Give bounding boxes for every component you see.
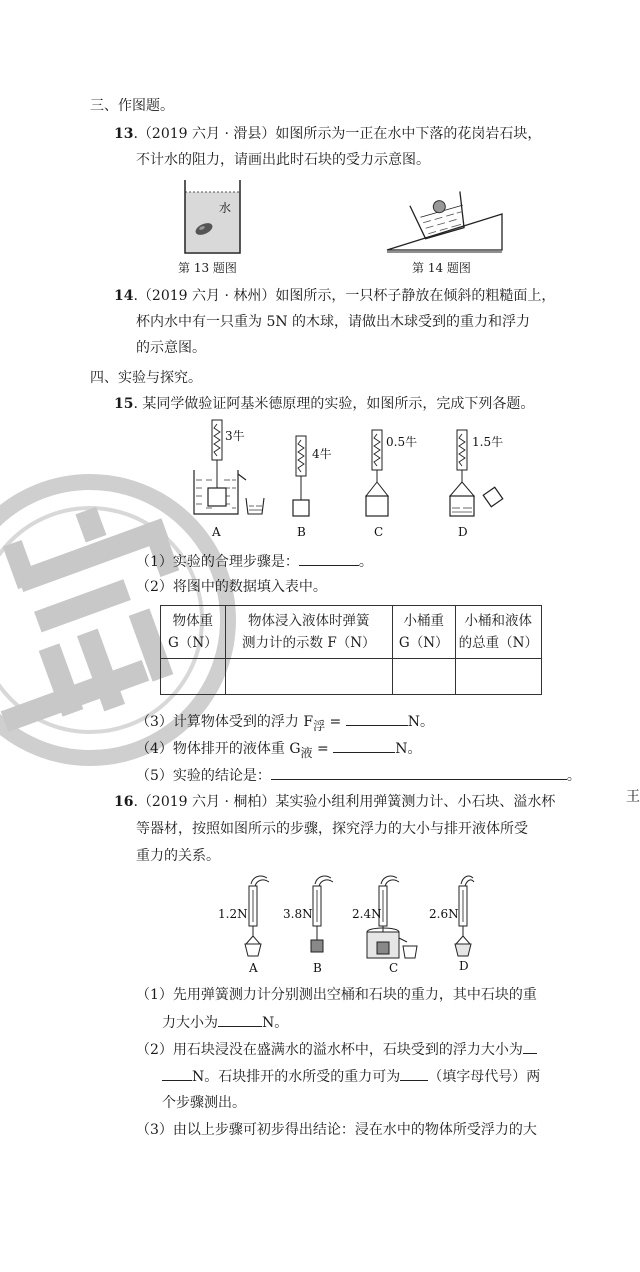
table-header-4-line-1: 小桶和液体 — [464, 613, 533, 629]
table-cell-spring-reading[interactable] — [225, 659, 392, 695]
answer-blank-15-3[interactable] — [346, 711, 408, 726]
water-label: 水 — [219, 201, 232, 215]
question-15-part-5-text: （5）实验的结论是： — [136, 768, 271, 784]
question-16-part-2-line-3: 个步骤测出。 — [162, 1095, 246, 1111]
answer-blank-16-2a[interactable] — [523, 1039, 537, 1054]
table-cell-object-weight[interactable] — [161, 659, 226, 695]
question-16-part-2-text: （2）用石块浸没在盛满水的溢水杯中，石块受到的浮力大小为 — [136, 1042, 523, 1058]
question-15-part-4-subscript: 液 — [300, 745, 313, 760]
figure-15-label-a: A — [212, 525, 221, 539]
table-header-2-line-1: 物体浸入液体时弹簧 — [248, 613, 370, 629]
question-15-number: 15 — [114, 396, 134, 412]
figure-16-step-d — [429, 876, 474, 973]
question-15-part-4-equals: = — [312, 741, 329, 757]
figure-15-label-c: C — [374, 525, 384, 539]
question-13-line-1 — [114, 124, 541, 144]
question-15-part-2: （2）将图中的数据填入表中。 — [136, 579, 327, 595]
question-15-part-4 — [136, 738, 421, 763]
answer-blank-15-4[interactable] — [333, 738, 395, 753]
figure-15-reading-d: 1.5牛 — [472, 435, 504, 449]
question-14-number: 14 — [114, 288, 134, 304]
question-15-part-1-text: （1）实验的合理步骤是： — [136, 554, 299, 570]
question-16-part-2-line-2 — [162, 1066, 540, 1087]
figure-15-reading-b: 4牛 — [312, 447, 332, 461]
figure-16-step-b — [283, 876, 333, 975]
figure-16-reading-c: 2.4N — [352, 907, 382, 921]
question-14-line-3: 的示意图。 — [136, 340, 206, 356]
figure-15-step-a — [194, 420, 264, 539]
figure-15-step-d — [450, 430, 503, 539]
figure-16-reading-d: 2.6N — [429, 907, 459, 921]
table-cell-bucket-liquid-weight[interactable] — [455, 659, 541, 695]
question-15-part-5 — [136, 765, 581, 786]
figure-14-incline-cup — [385, 190, 505, 256]
figure-16-step-c — [352, 876, 417, 975]
figure-16-label-b: B — [313, 961, 322, 975]
answer-blank-16-2b[interactable] — [162, 1066, 192, 1081]
question-16-part-1-text: 力大小为 — [162, 1015, 218, 1031]
figure-16-reading-a: 1.2N — [218, 907, 248, 921]
figure-15-step-b — [293, 436, 332, 539]
figure-13-caption: 第 13 题图 — [178, 261, 237, 275]
question-15-part-3 — [136, 711, 434, 736]
section-3-heading: 三、作图题。 — [90, 98, 174, 114]
question-16-part-3-line-1: （3）由以上步骤可初步得出结论：浸在水中的物体所受浮力的大 — [136, 1122, 537, 1138]
answer-blank-15-5[interactable] — [271, 765, 567, 780]
question-15-text-1: . 某同学做验证阿基米德原理的实验，如图所示，完成下列各题。 — [133, 396, 535, 412]
question-15-part-4-text: （4）物体排开的液体重 G — [136, 741, 301, 757]
question-16-part-1-suffix: N。 — [262, 1015, 289, 1031]
table-header-3-line-2: G（N） — [398, 635, 449, 651]
table-header-2-line-2: 测力计的示数 F（N） — [242, 635, 376, 651]
figure-16-label-a: A — [249, 961, 258, 975]
figure-15-label-b: B — [297, 525, 306, 539]
answer-blank-15-1[interactable] — [299, 551, 359, 566]
question-13-line-2: 不计水的阻力，请画出此时石块的受力示意图。 — [136, 152, 430, 168]
question-15-part-1-suffix: 。 — [358, 554, 373, 570]
question-15-part-3-subscript: 浮 — [313, 718, 326, 733]
figure-16-experiment — [215, 870, 475, 978]
question-16-part-2-line-1 — [136, 1039, 537, 1060]
figure-15-step-c — [366, 430, 417, 539]
question-16-text-1: .（2019 六月 · 桐柏）某实验小组利用弹簧测力计、小石块、溢水杯 — [133, 794, 556, 810]
question-15-line-1 — [114, 394, 534, 414]
question-14-text-1: .（2019 六月 · 林州）如图所示，一只杯子静放在倾斜的粗糙面上， — [133, 288, 556, 304]
question-13-text-1: .（2019 六月 · 滑县）如图所示为一正在水中下落的花岗岩石块， — [133, 126, 542, 142]
table-header-3-line-1: 小桶重 — [403, 613, 444, 629]
question-15-part-3-equals: = — [325, 714, 342, 730]
answer-blank-16-2c[interactable] — [400, 1066, 428, 1081]
question-16-part-1-line-1: （1）先用弹簧测力计分别测出空桶和石块的重力，其中石块的重 — [136, 987, 537, 1003]
figure-15-experiment — [180, 418, 520, 546]
figure-13-beaker — [175, 176, 255, 256]
table-header-object-weight — [161, 606, 226, 659]
figure-16-label-d: D — [459, 959, 469, 973]
figure-14-caption: 第 14 题图 — [412, 261, 471, 275]
question-14-line-2: 杯内水中有一只重为 5N 的木球，请做出木球受到的重力和浮力 — [136, 314, 531, 330]
question-15-part-4-suffix: N。 — [395, 741, 422, 757]
figure-15-label-d: D — [458, 525, 468, 539]
section-4-heading: 四、实验与探究。 — [90, 370, 202, 386]
question-16-line-3: 重力的关系。 — [136, 848, 220, 864]
question-16-line-1 — [114, 792, 555, 812]
figure-16-reading-b: 3.8N — [283, 907, 313, 921]
figure-15-reading-c: 0.5牛 — [386, 435, 418, 449]
answer-blank-16-1[interactable] — [218, 1012, 262, 1027]
question-16-part-2-mid: N。石块排开的水所受的重力可为 — [192, 1069, 401, 1085]
question-16-part-1-line-2 — [162, 1012, 288, 1033]
table-header-1-line-2: G（N） — [168, 635, 218, 651]
figure-15-reading-a: 3牛 — [225, 429, 245, 443]
question-15-part-3-text: （3）计算物体受到的浮力 F — [136, 714, 314, 730]
margin-mark: 王 — [626, 789, 640, 805]
data-table — [160, 605, 542, 695]
table-cell-bucket-weight[interactable] — [392, 659, 455, 695]
question-16-part-2-tail: （填字母代号）两 — [428, 1069, 541, 1085]
table-header-spring-reading — [225, 606, 392, 659]
figure-16-label-c: C — [389, 961, 399, 975]
question-13-number: 13 — [114, 126, 134, 142]
question-15-part-1 — [136, 551, 373, 572]
question-16-line-2: 等器材，按照如图所示的步骤，探究浮力的大小与排开液体所受 — [136, 821, 528, 837]
question-14-line-1 — [114, 286, 555, 306]
question-15-part-5-suffix: 。 — [566, 768, 581, 784]
table-header-bucket-liquid-weight — [455, 606, 541, 659]
question-15-part-3-suffix: N。 — [407, 714, 434, 730]
table-header-bucket-weight — [392, 606, 455, 659]
table-header-1-line-1: 物体重 — [172, 613, 214, 629]
table-header-4-line-2: 的总重（N） — [458, 635, 538, 651]
question-16-number: 16 — [114, 794, 134, 810]
figure-16-step-a — [218, 876, 269, 975]
wooden-ball — [432, 199, 447, 214]
